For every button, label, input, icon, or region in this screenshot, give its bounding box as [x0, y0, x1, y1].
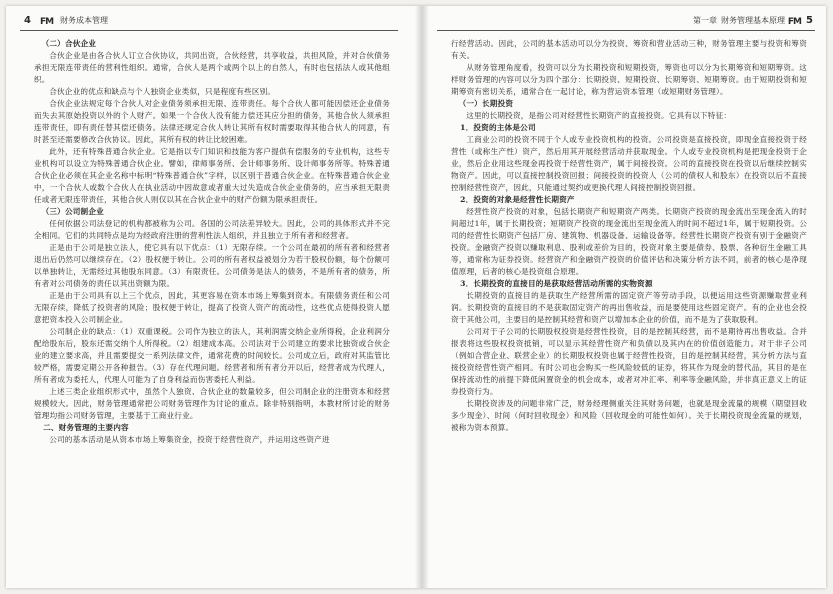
heading-company: （三）公司制企业	[41, 207, 104, 216]
paragraph: 经营性资产投资的对象，包括长期资产和短期资产两类。长期资产投资的现金流出至现金流入的时间超过1年，属于长期投资；短期资产投资的现金流出至现金流入的时间不超过1年，属于短期投资。公司的经营性长期资产包括厂房、建筑物、机器设备、运输设备等。经营性长期资产投资有别于金融资产投资。金融资产投资以赚取利息、股利或差价为目的，投资对象主要是债券、股票、各种衍生金融工具等，通常称为证券投资。经营资产和金融资产投资的价值评估和决策分析方法不同，前者的核心是净现值原理，后者的核心是投资组合原理。	[451, 207, 807, 276]
paragraph: 长期投资的直接目的是获取生产经营所需的固定资产等劳动手段，以便运用这些资源赚取营业利润。长期投资的直接目的不是获取固定资产的再出售收益，而是要使用这些固定资产。有的企业也会投资于其他公司，主要目的是控制其经营和资产以增加本企业的价值，而不是为了获取股利。	[451, 291, 807, 324]
publisher-logo-icon: FM	[787, 17, 801, 27]
subheading-2: 2．投资的对象是经营性长期资产	[460, 195, 575, 204]
paragraph: 长期投资涉及的问题非常广泛，财务经理侧重关注其财务问题，也就是现金流量的规模（期望回收多少现金）、时间（何时回收现金）和风险（回收现金的可能性如何）。关于长期投资现金流量的规划，被称为资本预算。	[451, 399, 807, 432]
paragraph: 从财务管理角度看，投资可以分为长期投资和短期投资，筹资也可以分为长期筹资和短期筹资。这样财务管理的内容可以分为四个部分：长期投资、短期投资、长期筹资、短期筹资。由于短期投资和短期筹资有密切关系，通常合在一起讨论，称为营运资本管理（或短期财务管理）。	[451, 63, 807, 96]
paragraph: 任何依据公司法登记的机构都被称为公司。各国的公司法差异较大。因此，公司的具体形式并不完全相同。它们的共同特点是均为经政府注册的营利性法人组织，并且独立于所有者和经营者。	[34, 219, 390, 240]
chapter-label: 第一章	[693, 16, 717, 25]
paragraph: 工商业公司的投资不同于个人或专业投资机构的投资。公司投资是直接投资，即现金直接投资于经营性（或称生产性）资产，然后用其开展经营活动并获取现金。个人或专业投资机构是把现金投资于企业，然后企业用这些现金再投资于经营性资产，属于间接投资。公司的直接投资在投资以后继续控制实物资产。因此，可以直接控制投资回报；间接投资的投资人（公司的债权人和股东）在投资以后不直接控制经营性资产，因此，只能通过契约或更换代理人间接控制投资回报。	[451, 135, 807, 192]
paragraph: 此外，还有特殊普通合伙企业。它是指以专门知识和技能为客户提供有偿服务的专业机构，这些专业机构可以设立为特殊普通合伙企业。譬如，律师事务所、会计师事务所、设计师事务所等。特殊普通合伙企业必须在其企业名称中标明“特殊普通合伙”字样，以区别于普通合伙企业。在特殊普通合伙企业中，一个合伙人或数个合伙人在执业活动中因故意或者重大过失造成合伙企业债务的，应当承担无限责任或者无限连带责任，其他合伙人则仅以其在合伙企业中的财产份额为限承担责任。	[34, 147, 390, 204]
left-page-body	[34, 38, 390, 446]
subheading-3: 3．长期投资的直接目的是获取经营活动所需的实物资源	[460, 279, 653, 288]
paragraph: 行经营活动。因此，公司的基本活动可以分为投资、筹资和营业活动三种，财务管理主要与投资和筹资有关。	[451, 39, 807, 60]
subheading-1: 1．投资的主体是公司	[460, 123, 536, 132]
heading-main-content: 二、财务管理的主要内容	[43, 423, 129, 432]
book-gutter	[415, 6, 429, 588]
right-running-title: 财务管理基本原理	[721, 16, 785, 25]
paragraph: 公司对于子公司的长期股权投资是经营性投资，目的是控制其经营，而不是期待再出售收益。合并报表将这些股权投资抵销，可以显示其经营性资产和负债以及其内在的价值创造能力。对于非子公司（例如合营企业、联营企业）的长期股权投资也属于经营性投资，目的是控制其经营，其分析方法与直接投资经营性资产相同。有时公司也会购买一些风险较低的证券，将其作为现金的替代品，其目的是在保持流动性的前提下降低闲置资金的机会成本，或者对冲汇率、利率等金融风险，并非真正意义上的证券投资行为。	[451, 327, 807, 396]
paragraph: 合伙企业法规定每个合伙人对企业债务须承担无限、连带责任。每个合伙人都可能因偿还企业债务而失去其原始投资以外的个人财产。如果一个合伙人没有能力偿还其应分担的债务，其他合伙人须承担连带责任，即有责任替其偿还债务。法律还规定合伙人转让其所有权时需要取得其他合伙人的同意，有时甚至还需要修改合伙协议。因此，其所有权的转让比较困难。	[34, 99, 390, 144]
paragraph: 上述三类企业组织形式中，虽然个人独资、合伙企业的数量较多，但公司制企业的注册资本和经营规模较大。因此，财务管理通常把公司财务管理作为讨论的重点。除非特别指明，本教材所讨论的财务管理均指公司财务管理，主要基于工商业行业。	[34, 387, 390, 420]
paragraph: 正是由于公司是独立法人，使它具有以下优点：（1）无限存续。一个公司在最初的所有者和经营者退出后仍然可以继续存在。（2）股权便于转让。公司的所有者权益被划分为若干股权份额，每个份额可以单独转让，无需经过其他股东同意。（3）有限责任。公司债务是法人的债务，不是所有者的债务，所有者对公司债务的责任以其出资额为限。	[34, 243, 390, 288]
left-page-number: 4	[24, 15, 31, 26]
paragraph: 公司制企业的缺点：（1）双重课税。公司作为独立的法人，其利润需交纳企业所得税，企业利润分配给股东后，股东还需交纳个人所得税。（2）组建成本高。公司法对于公司建立的要求比独资或合伙企业的建立要求高，并且需要提交一系列法律文件，通常花费的时间较长。公司成立后，政府对其监管比较严格，需要定期公开各种报告。（3）存在代理问题。经营者和所有者分开以后，经营者成为代理人，所有者成为委托人，代理人可能为了自身利益而伤害委托人利益。	[34, 327, 390, 384]
left-running-title: 财务成本管理	[60, 16, 108, 25]
right-page-header	[437, 6, 815, 31]
right-page-body	[451, 38, 807, 434]
right-page	[431, 6, 821, 588]
paragraph: 公司的基本活动是从资本市场上筹集资金，投资于经营性资产，并运用这些资产进	[49, 435, 330, 444]
heading-long-term-investment: （一）长期投资	[458, 99, 514, 108]
paragraph: 这里的长期投资，是指公司对经营性长期资产的直接投资。它具有以下特征：	[466, 111, 732, 120]
right-page-number: 5	[806, 15, 813, 26]
paragraph: 合伙企业的优点和缺点与个人独资企业类似，只是程度有些区别。	[49, 87, 276, 96]
paragraph: 合伙企业是由各合伙人订立合伙协议，共同出资，合伙经营，共享收益，共担风险，并对合伙债务承担无限连带责任的营利性组织。通常，合伙人是两个或两个以上的自然人，有时也包括法人或其他组织。	[34, 51, 390, 84]
paragraph: 正是由于公司具有以上三个优点，因此，其更容易在资本市场上筹集到资本。有限债务责任和公司无限存续，降低了投资者的风险；股权便于转让，提高了投资人资产的流动性，这些优点使得投资人愿意把资本投入公司制企业。	[34, 291, 390, 324]
left-page	[14, 6, 404, 588]
left-page-header	[20, 6, 398, 31]
heading-partnership: （二）合伙企业	[41, 39, 97, 48]
publisher-logo-icon: FM	[40, 17, 54, 27]
book-spread	[6, 6, 826, 588]
